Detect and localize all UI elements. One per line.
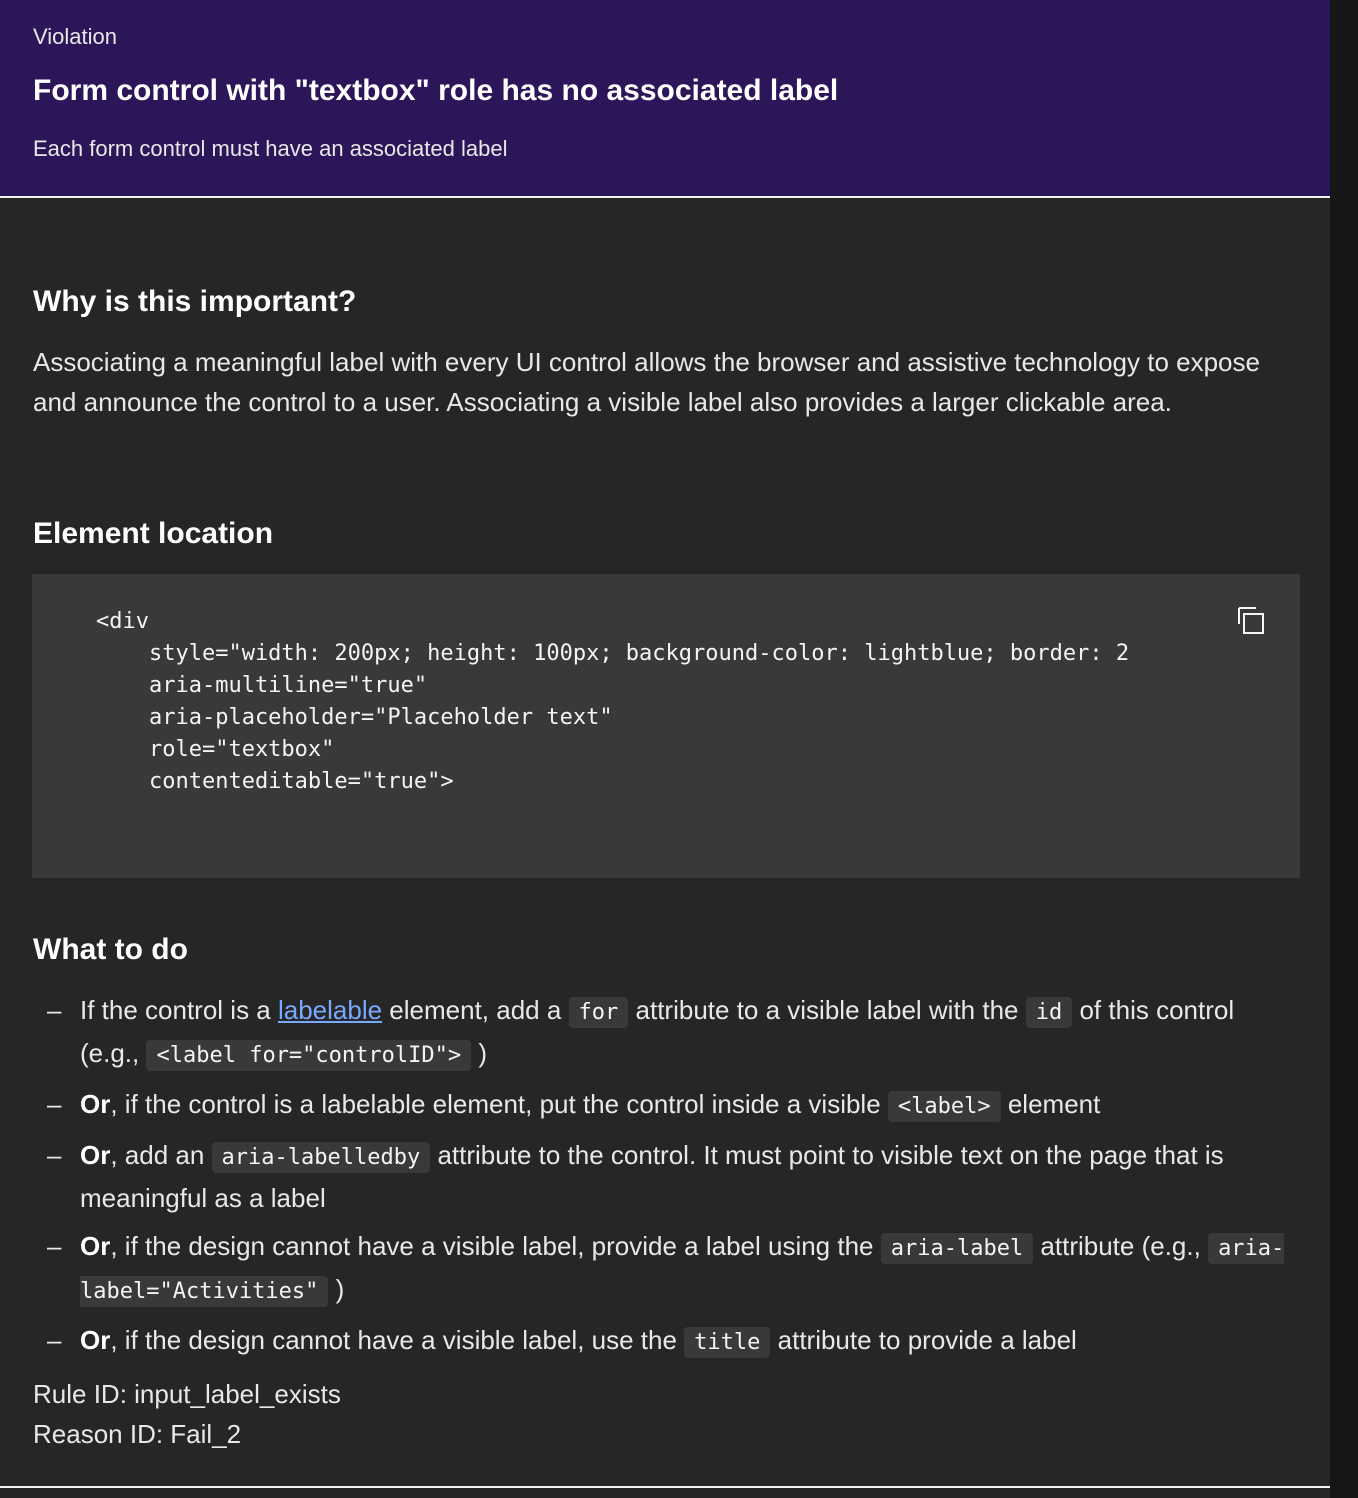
code-snippet	[32, 574, 1300, 878]
violation-subtitle: Each form control must have an associated label	[33, 136, 508, 161]
what-to-do-list	[33, 990, 1298, 1371]
inline-code: title	[684, 1327, 770, 1358]
list-item	[33, 1135, 1298, 1218]
item-text: , add an	[110, 1140, 212, 1170]
list-item	[33, 1084, 1298, 1127]
item-text: )	[328, 1274, 345, 1304]
violation-header	[0, 0, 1330, 198]
list-item	[33, 1226, 1298, 1312]
inline-code: aria-labelledby	[212, 1142, 431, 1173]
inline-code: <label for="controlID">	[146, 1040, 471, 1071]
item-text: attribute to a visible label with the	[628, 995, 1026, 1025]
labelable-link[interactable]: labelable	[277, 995, 383, 1025]
what-to-do-heading: What to do	[33, 933, 188, 966]
or-label: Or	[80, 1231, 111, 1261]
why-heading: Why is this important?	[33, 285, 357, 318]
or-label: Or	[80, 1140, 111, 1170]
reason-id: Reason ID: Fail_2	[33, 1419, 242, 1449]
item-text: attribute (e.g.,	[1033, 1231, 1209, 1261]
item-text: attribute to the control. It must point to visible text on the page that is meaningful as a label	[80, 1140, 1224, 1213]
copy-button[interactable]	[1234, 604, 1270, 640]
item-text: , if the design cannot have a visible label, use the	[110, 1325, 685, 1355]
rule-id: Rule ID: input_label_exists	[33, 1379, 341, 1409]
or-label: Or	[80, 1325, 111, 1355]
rule-info	[33, 1374, 341, 1454]
inline-code: for	[569, 997, 629, 1028]
code-text[interactable]: <div style="width: 200px; height: 100px; background-color: lightblue; border: 2 aria-multiline="true" aria-placeholder="Placeholder text" role="textbox" contenteditable="true">	[96, 609, 1130, 794]
dash-bullet: –	[47, 1089, 62, 1119]
why-body: Associating a meaningful label with every UI control allows the browser and assistive technology to expose and announce the control to a user. Associating a visible label also provides a larger clickable area.	[33, 347, 1260, 417]
inline-code: aria-label="Activities"	[80, 1233, 1284, 1307]
inline-code: aria-label	[881, 1233, 1033, 1264]
dash-bullet: –	[47, 1325, 62, 1355]
dash-bullet: –	[47, 1231, 62, 1261]
item-text: , if the control is a labelable element, put the control inside a visible	[110, 1089, 888, 1119]
item-text: If the control is a	[80, 995, 278, 1025]
item-text: attribute to provide a label	[770, 1325, 1077, 1355]
inline-code: id	[1026, 997, 1073, 1028]
item-text: )	[471, 1038, 488, 1068]
violation-title: Form control with "textbox" role has no associated label	[33, 74, 839, 107]
list-item	[33, 1320, 1298, 1363]
element-location-heading: Element location	[33, 517, 274, 550]
inline-code: <label>	[888, 1091, 1001, 1122]
dash-bullet: –	[47, 995, 62, 1025]
item-text: element, add a	[382, 995, 569, 1025]
copy-icon	[1234, 604, 1270, 640]
or-label: Or	[80, 1089, 111, 1119]
item-text: , if the design cannot have a visible label, provide a label using the	[110, 1231, 881, 1261]
dash-bullet: –	[47, 1140, 62, 1170]
item-text: of this control (e.g.,	[80, 995, 1235, 1068]
violation-eyebrow: Violation	[33, 24, 117, 49]
item-text: element	[1000, 1089, 1101, 1119]
bottom-divider	[0, 1486, 1330, 1488]
list-item	[33, 990, 1298, 1076]
